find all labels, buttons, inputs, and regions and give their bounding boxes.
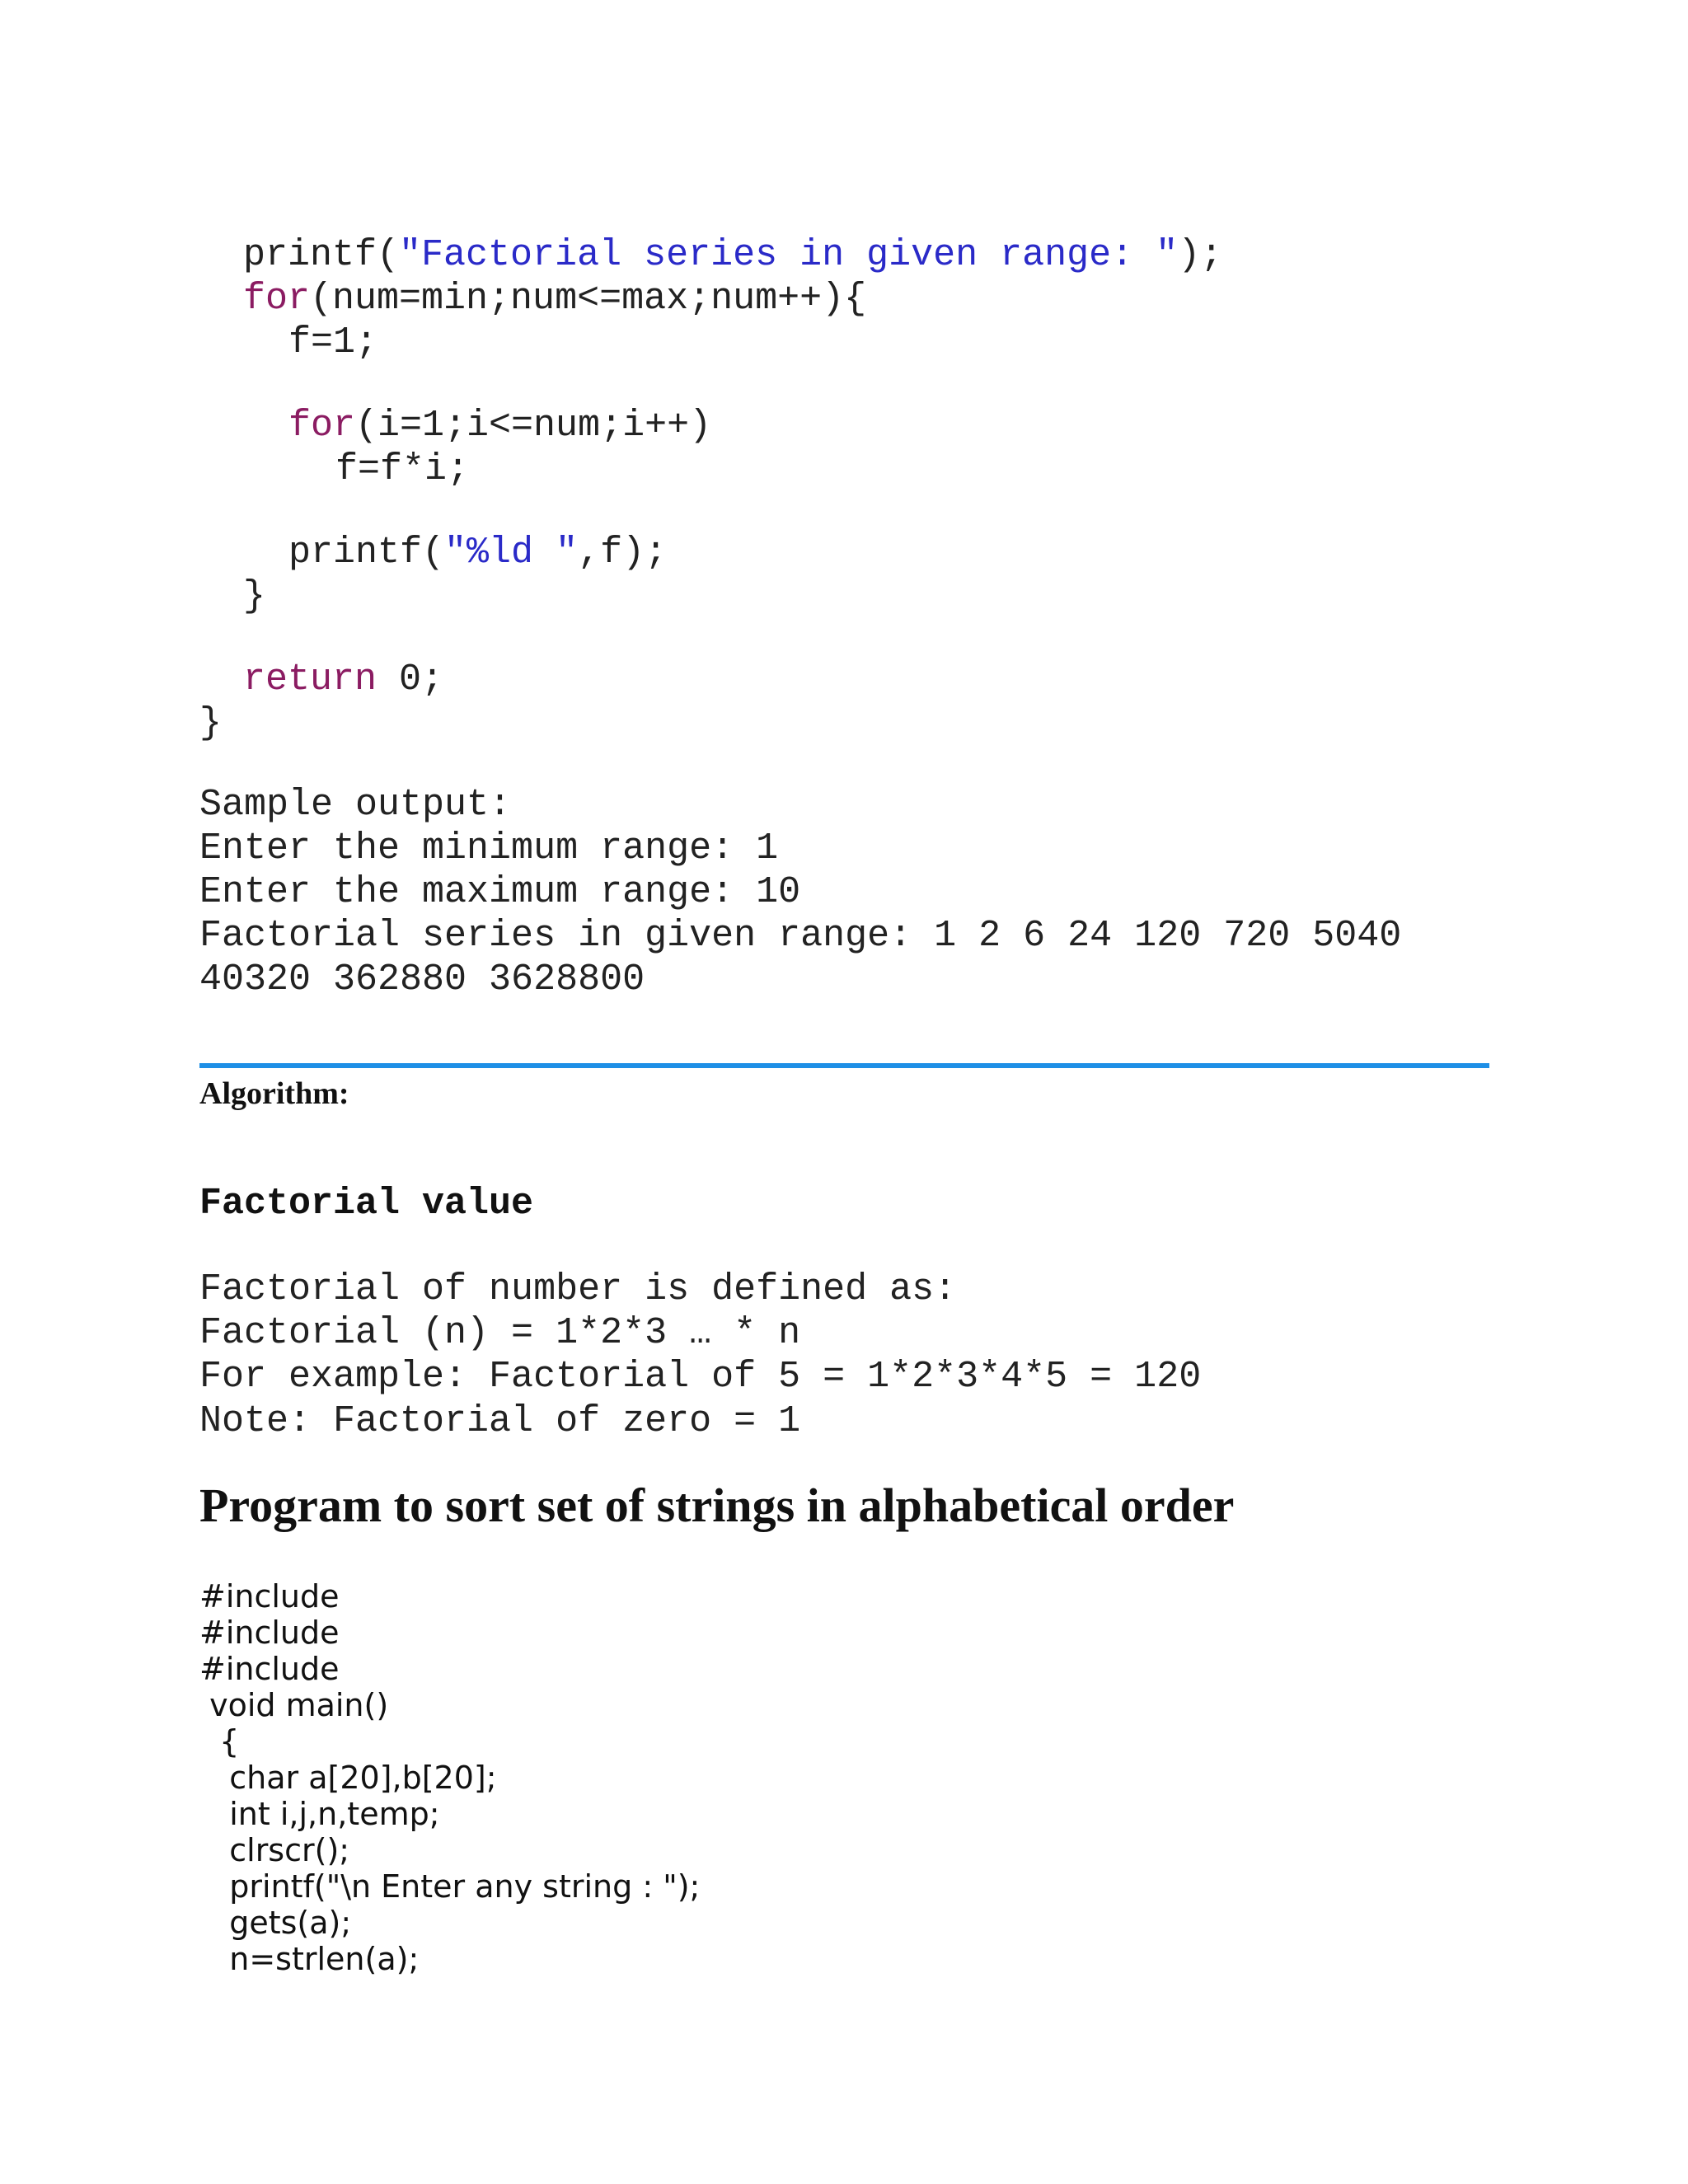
code-line: gets(a); bbox=[199, 1905, 352, 1941]
algorithm-label: Algorithm: bbox=[199, 1076, 349, 1111]
sample-output-label: Sample output: bbox=[199, 784, 512, 826]
code-line-close-brace bbox=[243, 574, 265, 619]
code-token: printf( bbox=[243, 234, 400, 276]
factorial-heading: Factorial value bbox=[199, 1183, 534, 1225]
code-keyword: for bbox=[288, 405, 356, 447]
code-token: f=1; bbox=[288, 321, 378, 363]
sample-output-line: Enter the minimum range: 1 bbox=[199, 827, 779, 869]
code-line-f-mul bbox=[335, 448, 469, 492]
code-line: int i,j,n,temp; bbox=[199, 1796, 440, 1832]
definition-line: Factorial of number is defined as: bbox=[199, 1268, 957, 1310]
code-line: char a[20],b[20]; bbox=[199, 1760, 497, 1796]
code-keyword: return bbox=[243, 658, 377, 701]
program-heading: Program to sort set of strings in alphabetical order bbox=[199, 1479, 1235, 1532]
code-keyword: for bbox=[243, 278, 311, 320]
code-token: } bbox=[199, 702, 223, 744]
code-line: #include bbox=[199, 1651, 340, 1687]
code-line: clrscr(); bbox=[199, 1832, 350, 1868]
definition-line: Factorial (n) = 1*2*3 … * n bbox=[199, 1312, 801, 1354]
code-string: "Factorial series in given range: " bbox=[399, 234, 1179, 276]
code-block-factorial-series bbox=[0, 0, 1688, 744]
code-token: printf( bbox=[288, 532, 445, 574]
code-token: ); bbox=[1178, 234, 1223, 276]
code-string: "%ld " bbox=[444, 532, 579, 574]
code-line-f-init bbox=[288, 321, 377, 365]
code-line-close-brace-outer bbox=[199, 701, 222, 746]
code-line: #include bbox=[199, 1615, 340, 1651]
code-token: ,f); bbox=[578, 532, 668, 574]
code-line: #include bbox=[199, 1578, 340, 1615]
definition-line: For example: Factorial of 5 = 1*2*3*4*5 = 120 bbox=[199, 1356, 1202, 1398]
code-token: 0; bbox=[377, 658, 444, 701]
code-line-return bbox=[243, 658, 443, 702]
code-token: f=f*i; bbox=[335, 448, 470, 490]
code-line-for-inner bbox=[288, 404, 711, 448]
sample-output-line: Factorial series in given range: 1 2 6 24 120 720 5040 bbox=[199, 915, 1402, 957]
horizontal-rule bbox=[199, 1063, 1489, 1068]
code-line: void main() bbox=[199, 1687, 389, 1723]
code-token: (i=1;i<=num;i++) bbox=[355, 405, 712, 447]
sample-output-line: 40320 362880 3628800 bbox=[199, 958, 645, 1001]
code-line: { bbox=[199, 1723, 240, 1760]
code-line: n=strlen(a); bbox=[199, 1941, 420, 1977]
code-line-printf bbox=[243, 233, 1222, 278]
definition-line: Note: Factorial of zero = 1 bbox=[199, 1400, 801, 1442]
sample-output-line: Enter the maximum range: 10 bbox=[199, 871, 801, 913]
code-line-for-outer bbox=[243, 277, 866, 321]
code-line: printf("\n Enter any string : "); bbox=[199, 1868, 701, 1905]
code-token: (num=min;num<=max;num++){ bbox=[310, 278, 867, 320]
code-token: } bbox=[243, 575, 266, 617]
code-line-printf-ld bbox=[288, 531, 667, 575]
